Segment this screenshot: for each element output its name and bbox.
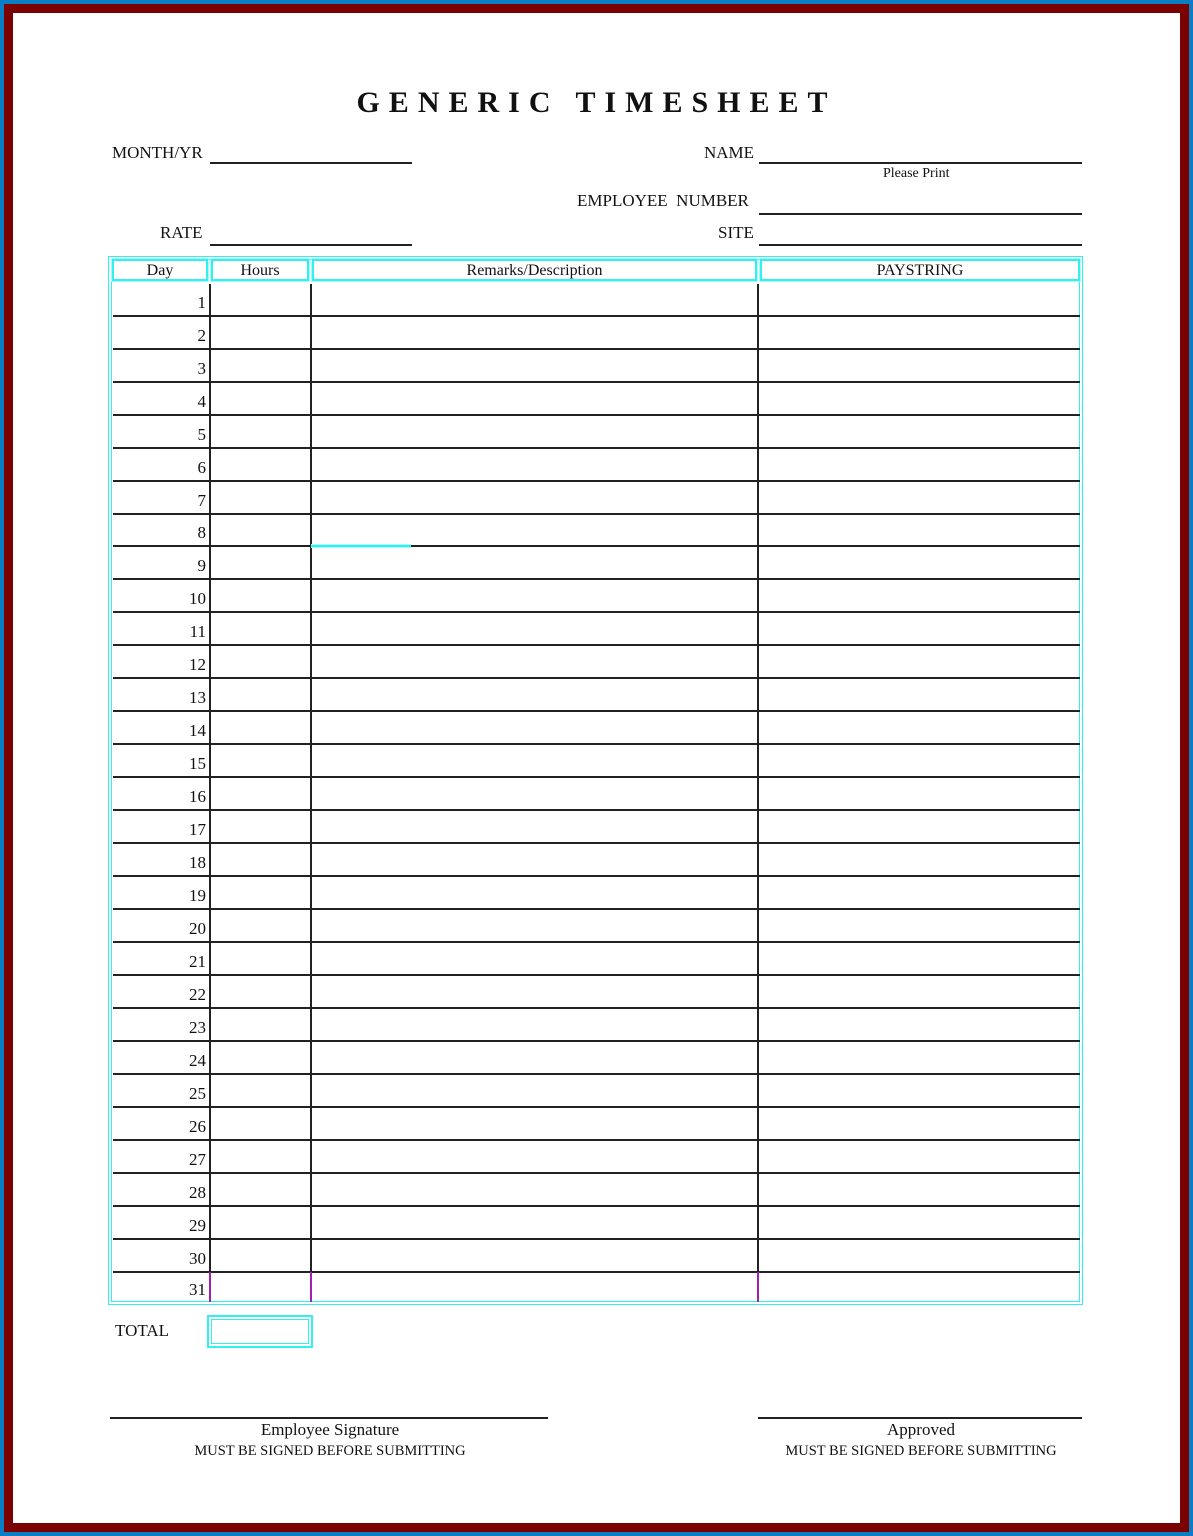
table-row[interactable] [113, 745, 1080, 778]
rate-label: RATE [160, 223, 203, 242]
day-number: 25 [189, 1084, 206, 1103]
column-divider-day-hours [209, 284, 211, 1272]
day-number: 16 [189, 787, 206, 806]
table-row[interactable] [113, 317, 1080, 350]
day-number: 8 [197, 523, 206, 542]
employee-number-label: EMPLOYEE NUMBER [577, 191, 749, 210]
column-divider-hours-remarks [310, 284, 312, 1272]
table-row[interactable] [113, 613, 1080, 646]
total-field[interactable] [207, 1315, 313, 1348]
employee-signature-line[interactable] [110, 1417, 548, 1419]
table-row[interactable] [113, 1042, 1080, 1075]
site-field[interactable] [759, 244, 1082, 246]
day-number: 31 [189, 1280, 206, 1299]
day-number: 3 [197, 359, 206, 378]
table-row[interactable] [113, 449, 1080, 482]
day-number: 21 [189, 952, 206, 971]
table-row[interactable] [113, 514, 1080, 547]
table-row[interactable] [113, 383, 1080, 416]
day-number: 30 [189, 1249, 206, 1268]
table-row[interactable] [113, 910, 1080, 943]
day-number: 23 [189, 1018, 206, 1037]
table-row[interactable] [113, 482, 1080, 515]
day-number: 28 [189, 1183, 206, 1202]
table-row[interactable] [113, 679, 1080, 712]
table-row[interactable] [113, 284, 1080, 317]
day-number: 14 [189, 721, 206, 740]
table-row[interactable] [113, 1174, 1080, 1207]
rate-field[interactable] [210, 244, 412, 246]
table-row[interactable] [113, 1075, 1080, 1108]
day-number: 6 [197, 458, 206, 477]
table-row[interactable] [113, 1141, 1080, 1174]
table-row[interactable] [113, 646, 1080, 679]
table-row[interactable] [113, 1009, 1080, 1042]
column-header-remarks: Remarks/Description [312, 259, 757, 281]
column-divider-purple [310, 1272, 312, 1302]
day-number: 26 [189, 1117, 206, 1136]
column-divider-remarks-paystring [757, 284, 759, 1272]
document-title: GENERIC TIMESHEET [356, 86, 837, 119]
total-label: TOTAL [115, 1321, 170, 1340]
day-number: 11 [189, 622, 206, 641]
column-header-hours: Hours [211, 259, 309, 281]
day-number: 19 [189, 886, 206, 905]
column-divider-purple [757, 1272, 759, 1302]
day-number: 12 [189, 655, 206, 674]
table-row[interactable] [113, 580, 1080, 613]
table-row[interactable] [113, 778, 1080, 811]
day-number: 15 [189, 754, 206, 773]
table-row[interactable] [113, 547, 1080, 580]
day-number: 17 [189, 820, 206, 839]
day-number: 13 [189, 688, 206, 707]
site-label: SITE [718, 223, 754, 242]
employee-signature-note: MUST BE SIGNED BEFORE SUBMITTING [194, 1443, 466, 1459]
table-row[interactable] [113, 1272, 1080, 1302]
table-row[interactable] [113, 844, 1080, 877]
day-number: 24 [189, 1051, 206, 1070]
day-number: 9 [197, 556, 206, 575]
table-row[interactable] [113, 416, 1080, 449]
column-header-day: Day [112, 259, 208, 281]
day-number: 2 [197, 326, 206, 345]
day-number: 29 [189, 1216, 206, 1235]
day-number: 18 [189, 853, 206, 872]
table-row[interactable] [113, 811, 1080, 844]
approved-signature-label: Approved [887, 1420, 955, 1439]
column-divider-purple [209, 1272, 211, 1302]
table-row[interactable] [113, 712, 1080, 745]
approved-signature-note: MUST BE SIGNED BEFORE SUBMITTING [785, 1443, 1057, 1459]
day-number: 22 [189, 985, 206, 1004]
column-header-paystring: PAYSTRING [760, 259, 1080, 281]
month-yr-label: MONTH/YR [112, 143, 203, 162]
cell-selection-marker [311, 544, 411, 548]
table-row[interactable] [113, 1240, 1080, 1273]
employee-number-field[interactable] [759, 213, 1082, 215]
table-row[interactable] [113, 1207, 1080, 1240]
day-number: 5 [197, 425, 206, 444]
day-number: 27 [189, 1150, 206, 1169]
day-number: 20 [189, 919, 206, 938]
table-row[interactable] [113, 350, 1080, 383]
employee-signature-label: Employee Signature [260, 1420, 400, 1439]
table-row[interactable] [113, 943, 1080, 976]
name-hint: Please Print [883, 166, 950, 181]
table-row[interactable] [113, 976, 1080, 1009]
approved-signature-line[interactable] [758, 1417, 1082, 1419]
day-number: 7 [197, 491, 206, 510]
day-number: 1 [197, 293, 206, 312]
table-row[interactable] [113, 1108, 1080, 1141]
name-label: NAME [704, 143, 755, 162]
table-body [113, 284, 1080, 1302]
day-number: 10 [189, 589, 206, 608]
month-yr-field[interactable] [210, 162, 412, 164]
table-row[interactable] [113, 877, 1080, 910]
day-number: 4 [197, 392, 206, 411]
name-field[interactable] [759, 162, 1082, 164]
